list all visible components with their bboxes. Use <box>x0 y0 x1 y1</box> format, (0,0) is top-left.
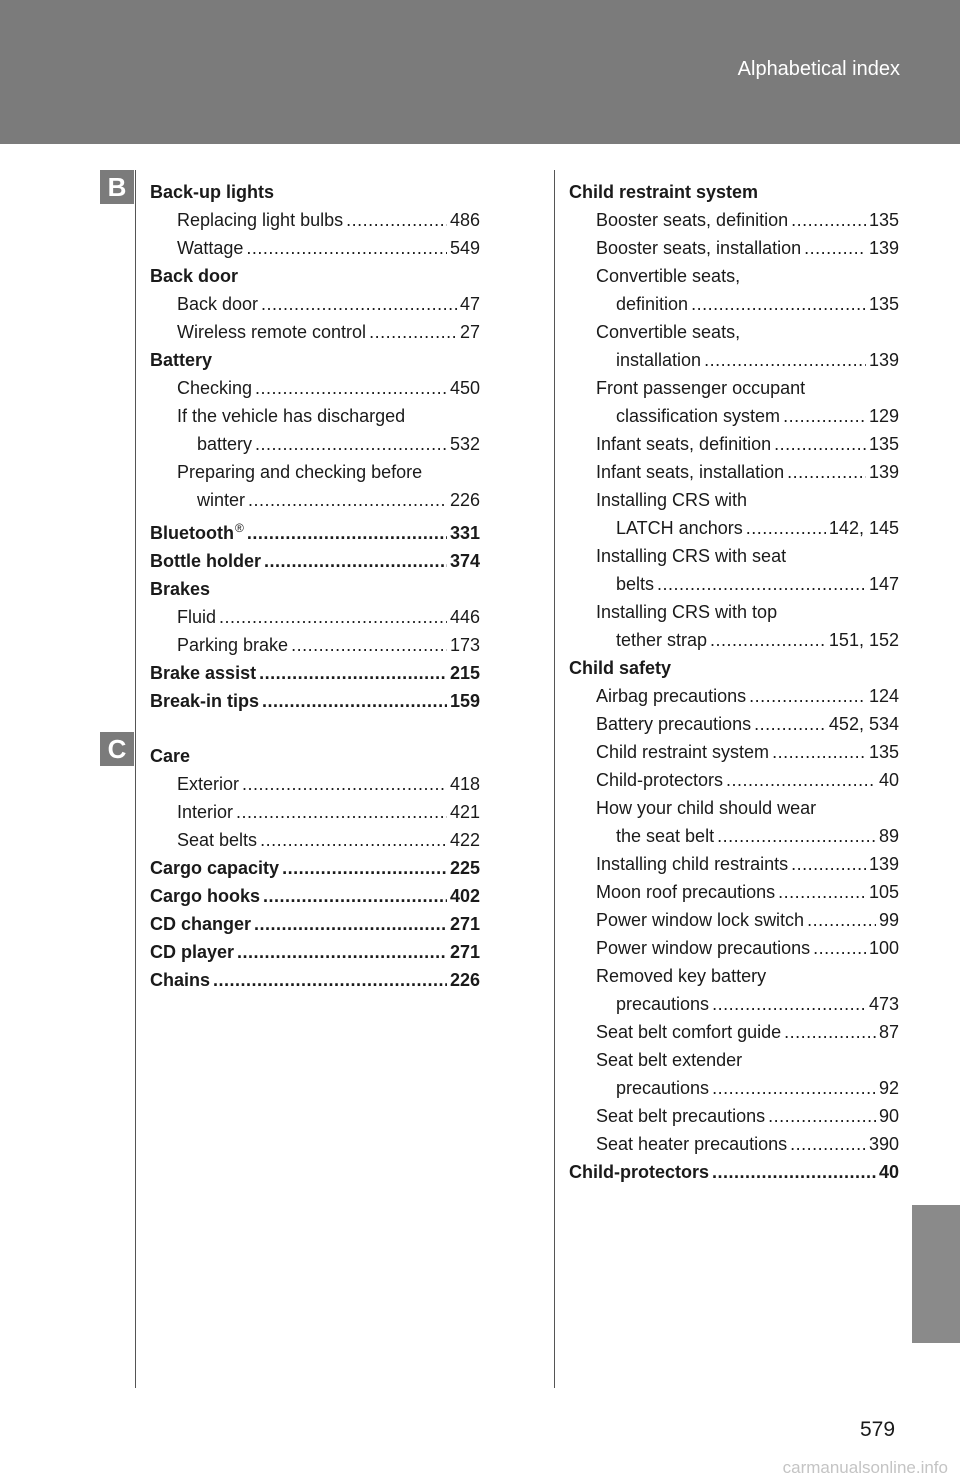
index-entry: Infant seats, definition ..... 135 <box>569 430 899 458</box>
index-heading: Brakes <box>150 579 211 599</box>
index-entry-line2: definition ..... 135 <box>569 290 899 318</box>
thumb-index-tab <box>912 1205 960 1343</box>
index-entry-line1: Installing CRS with top <box>596 602 778 622</box>
index-heading-entry: Cargo hooks ..... 402 <box>150 882 480 910</box>
section-title: Alphabetical index <box>737 58 900 80</box>
index-heading-entry: Cargo capacity ..... 225 <box>150 854 480 882</box>
index-entry: Child-protectors ..... 40 <box>569 766 899 794</box>
index-entry-line1: Installing CRS with <box>596 490 748 510</box>
index-entry-line1: Seat belt extender <box>596 1050 743 1070</box>
index-entry-line1: Convertible seats, <box>596 266 741 286</box>
index-heading-entry: Bottle holder ..... 374 <box>150 547 480 575</box>
index-entry: Moon roof precautions ..... 105 <box>569 878 899 906</box>
index-entry: Wireless remote control ..... 27 <box>150 318 480 346</box>
index-entry: Interior ..... 421 <box>150 798 480 826</box>
letter-tab-b: B <box>100 170 134 204</box>
index-heading: Back door <box>150 266 239 286</box>
index-entry: Power window precautions ..... 100 <box>569 934 899 962</box>
index-heading-entry: Break-in tips ..... 159 <box>150 687 480 715</box>
index-heading-entry: Bluetooth® ..... 331 <box>150 514 480 547</box>
index-entry-line1: Removed key battery <box>596 966 767 986</box>
index-entry: Back door ..... 47 <box>150 290 480 318</box>
index-entry: Infant seats, installation ..... 139 <box>569 458 899 486</box>
page-number: 579 <box>860 1418 896 1441</box>
index-heading-entry: CD player ..... 271 <box>150 938 480 966</box>
index-entry: Seat belts ..... 422 <box>150 826 480 854</box>
index-entry: Booster seats, installation ..... 139 <box>569 234 899 262</box>
index-section-c <box>150 742 480 994</box>
index-heading-entry: Chains ..... 226 <box>150 966 480 994</box>
index-entry: Seat belt comfort guide ..... 87 <box>569 1018 899 1046</box>
index-entry: Checking ..... 450 <box>150 374 480 402</box>
index-entry-line1: Installing CRS with seat <box>596 546 787 566</box>
index-entry: Seat belt precautions ..... 90 <box>569 1102 899 1130</box>
index-entry: Airbag precautions ..... 124 <box>569 682 899 710</box>
registered-mark: ® <box>234 521 244 535</box>
index-entry-line2: precautions ..... 92 <box>569 1074 899 1102</box>
index-entry-line1: Front passenger occupant <box>596 378 806 398</box>
index-entry: Power window lock switch ..... 99 <box>569 906 899 934</box>
index-section-c-continued <box>569 178 899 1186</box>
letter-tab-c: C <box>100 732 134 766</box>
index-entry: Parking brake ..... 173 <box>150 631 480 659</box>
index-entry: Replacing light bulbs ..... 486 <box>150 206 480 234</box>
index-entry: Installing child restraints ..... 139 <box>569 850 899 878</box>
index-entry: Exterior ..... 418 <box>150 770 480 798</box>
center-rule <box>554 170 555 1388</box>
index-heading: Child safety <box>569 658 672 678</box>
index-entry-line2: battery ..... 532 <box>150 430 480 458</box>
index-entry: Seat heater precautions ..... 390 <box>569 1130 899 1158</box>
index-entry-line2: the seat belt ..... 89 <box>569 822 899 850</box>
index-entry: Child restraint system ..... 135 <box>569 738 899 766</box>
index-entry-line1: How your child should wear <box>596 798 817 818</box>
index-heading: Battery <box>150 350 213 370</box>
index-heading: Back-up lights <box>150 182 275 202</box>
index-entry-line2: LATCH anchors ..... 142, 145 <box>569 514 899 542</box>
index-entry-line2: tether strap ..... 151, 152 <box>569 626 899 654</box>
index-section-b <box>150 178 480 715</box>
index-entry-line2: winter ..... 226 <box>150 486 480 514</box>
index-heading-entry: Brake assist ..... 215 <box>150 659 480 687</box>
index-heading-entry: CD changer ..... 271 <box>150 910 480 938</box>
index-entry: Fluid ..... 446 <box>150 603 480 631</box>
index-entry-line1: If the vehicle has discharged <box>177 406 406 426</box>
index-heading: Child restraint system <box>569 182 759 202</box>
index-entry: Wattage ..... 549 <box>150 234 480 262</box>
left-rule <box>135 170 136 1388</box>
index-entry-line2: belts ..... 147 <box>569 570 899 598</box>
page-header <box>0 0 960 144</box>
index-entry-line2: precautions ..... 473 <box>569 990 899 1018</box>
index-entry-line2: classification system ..... 129 <box>569 402 899 430</box>
index-entry-line2: installation ..... 139 <box>569 346 899 374</box>
index-entry: Battery precautions ..... 452, 534 <box>569 710 899 738</box>
index-entry-line1: Preparing and checking before <box>177 462 423 482</box>
watermark: carmanualsonline.info <box>782 1458 948 1477</box>
index-heading: Care <box>150 746 191 766</box>
index-entry-line1: Convertible seats, <box>596 322 741 342</box>
index-heading-entry: Child-protectors ..... 40 <box>569 1158 899 1186</box>
index-entry: Booster seats, definition ..... 135 <box>569 206 899 234</box>
